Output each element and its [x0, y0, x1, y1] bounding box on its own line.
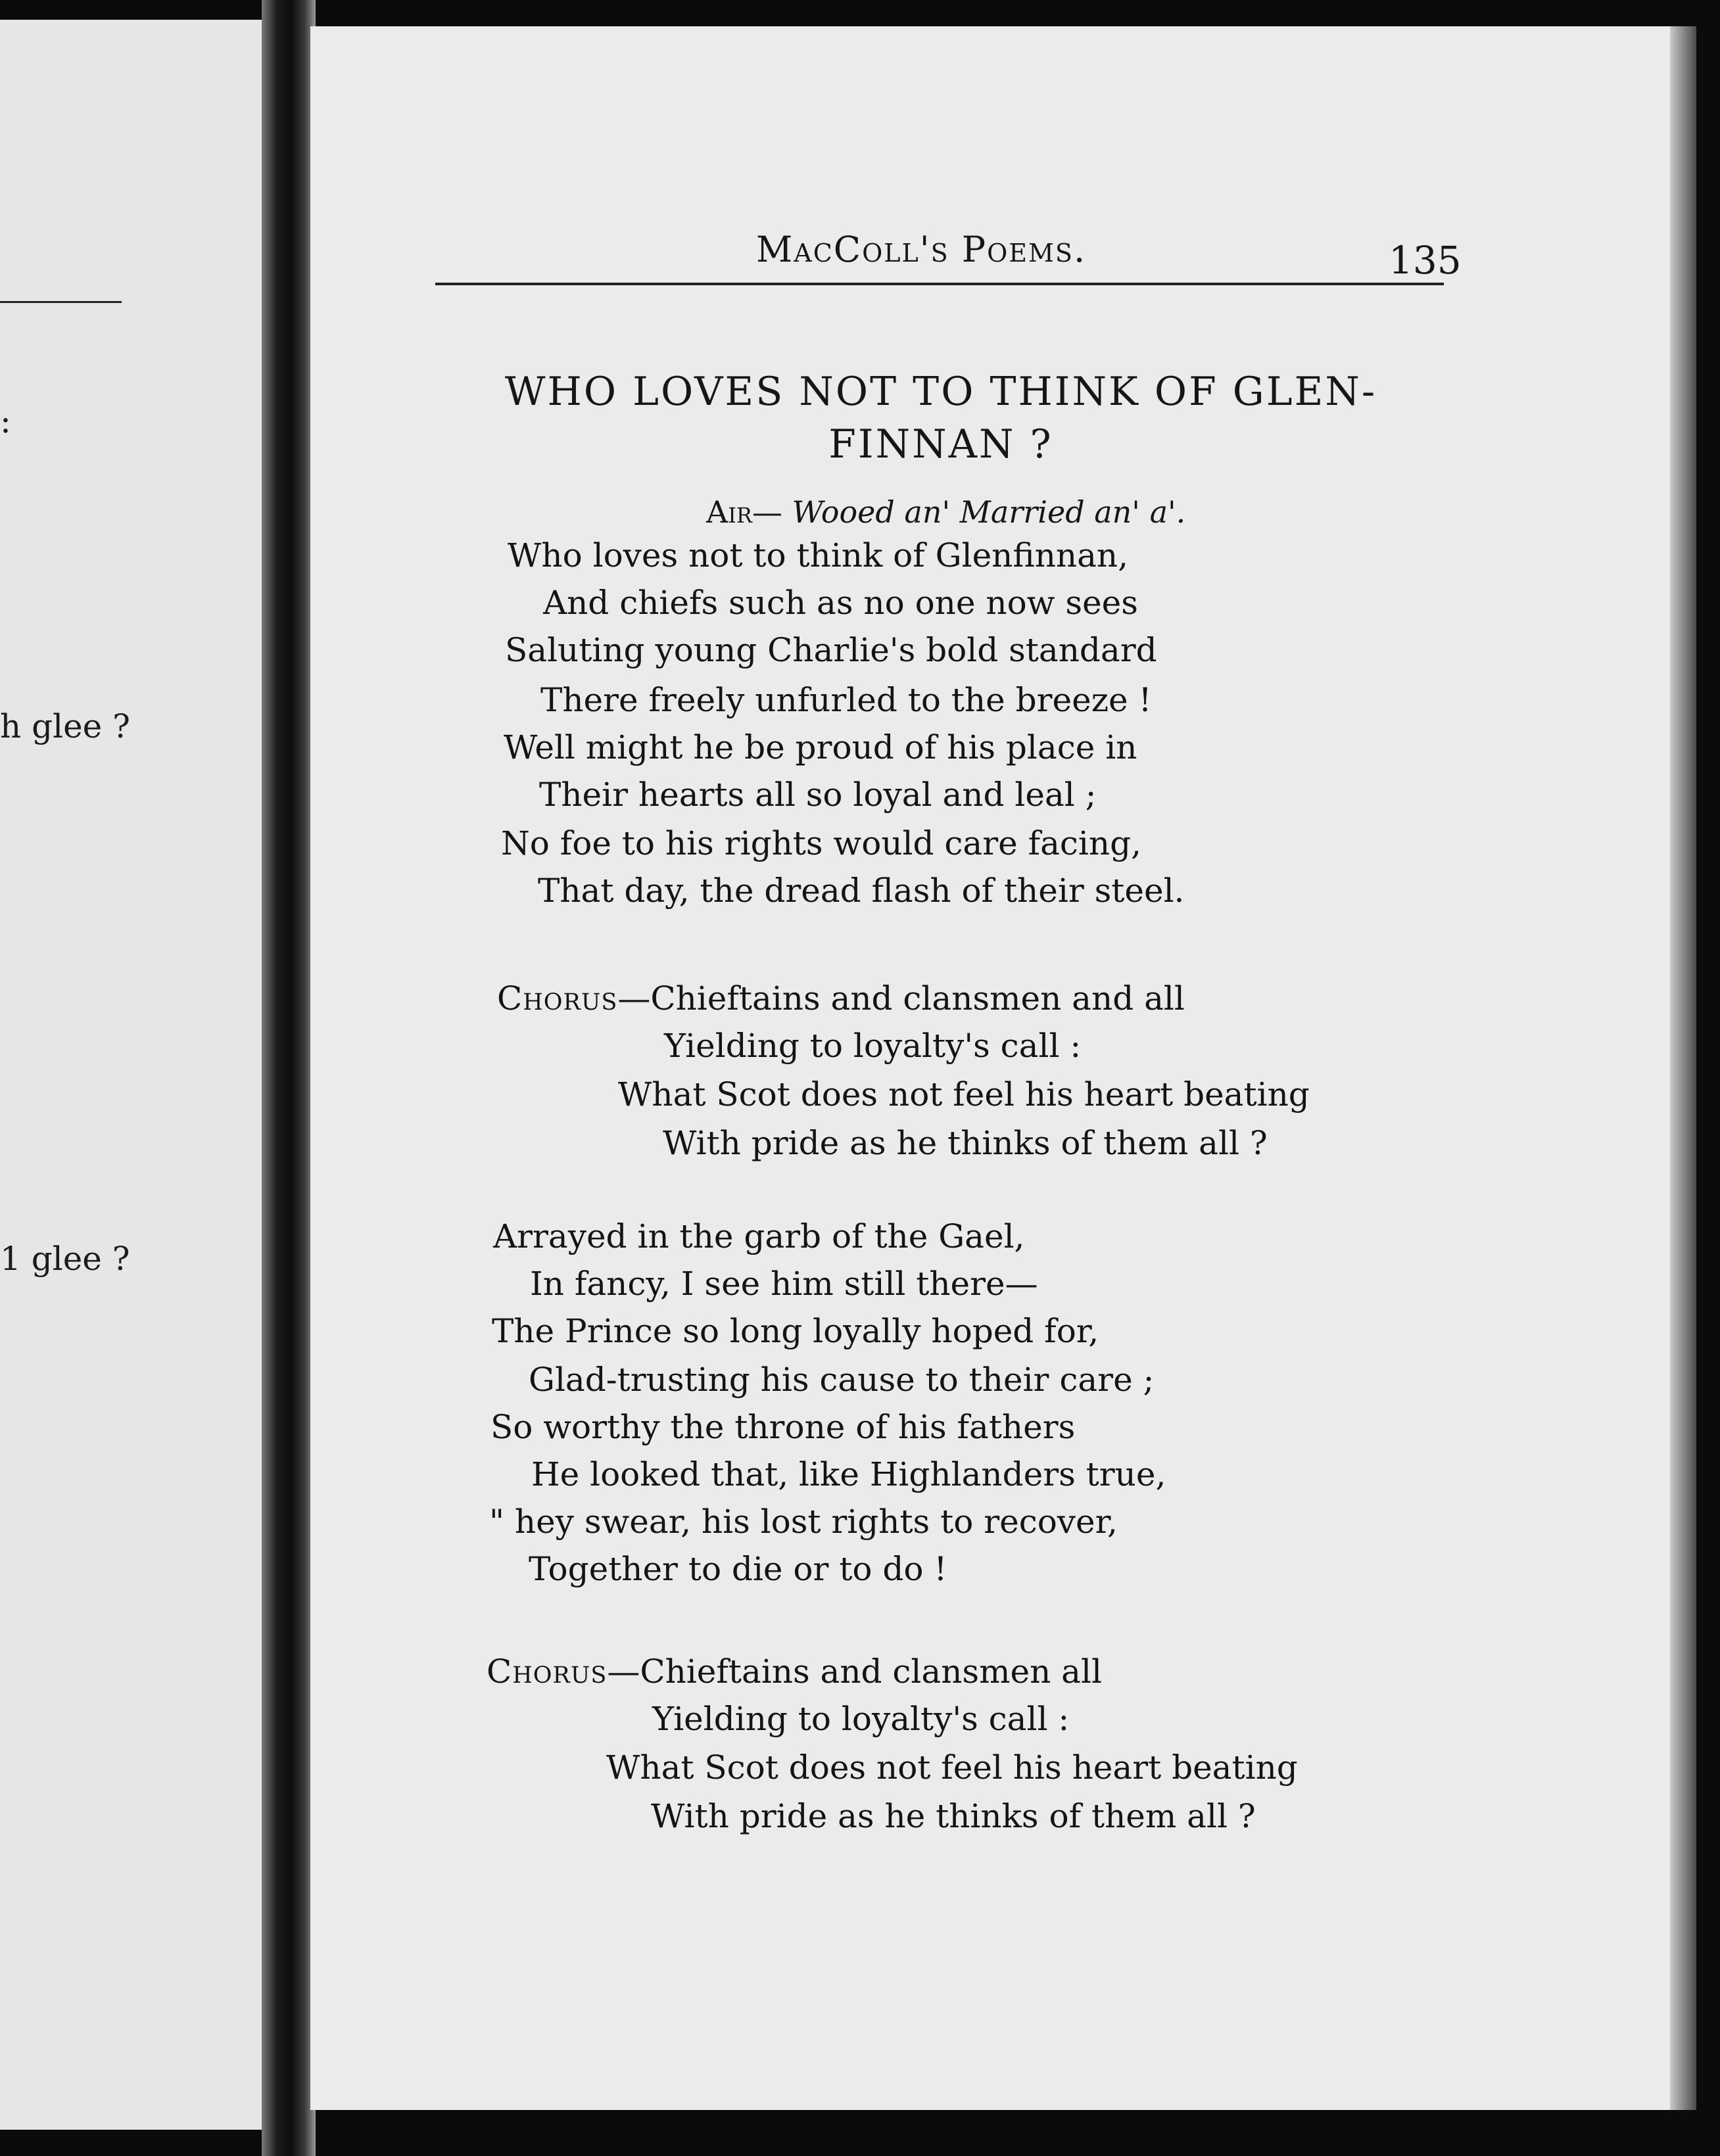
running-title: MacColl's Poems. [756, 229, 1087, 270]
stanza-2-line-2: In fancy, I see him still there— [530, 1265, 1038, 1303]
stanza-2-line-6: He looked that, like Highlanders true, [531, 1455, 1166, 1493]
chorus-1-line-2: Yielding to loyalty's call : [664, 1027, 1082, 1065]
air-tune: Wooed an' Married an' a'. [792, 494, 1186, 530]
stanza-1-line-2: And chiefs such as no one now sees [543, 584, 1138, 622]
stanza-2-line-1: Arrayed in the garb of the Gael, [493, 1217, 1025, 1255]
chorus-1-label: Chorus [497, 979, 618, 1018]
poem-title-line-1: WHO LOVES NOT TO THINK OF GLEN- [504, 369, 1377, 415]
air-dash: — [752, 494, 792, 530]
stanza-1-line-8: That day, the dread flash of their steel. [538, 872, 1185, 910]
stanza-1-line-7: No foe to his rights would care facing, [501, 824, 1142, 862]
page-number: 135 [1389, 238, 1462, 283]
stanza-2-line-4: Glad-trusting his cause to their care ; [529, 1361, 1155, 1399]
chorus-1-line-3: What Scot does not feel his heart beating [618, 1075, 1310, 1113]
chorus-2-line-1 [487, 1652, 1102, 1691]
chorus-2-line-2: Yielding to loyalty's call : [652, 1700, 1070, 1738]
page-edge-shadow [1670, 26, 1696, 2110]
book-spine [262, 0, 316, 2156]
stanza-1-line-6: Their hearts all so loyal and leal ; [539, 776, 1097, 814]
poem-title [471, 365, 1411, 471]
chorus-2-line-1-text: —Chieftains and clansmen all [607, 1652, 1102, 1691]
stanza-2-line-7: " hey swear, his lost rights to recover, [489, 1503, 1118, 1541]
chorus-2-label: Chorus [487, 1652, 608, 1691]
chorus-2-line-4: With pride as he thinks of them all ? [651, 1797, 1256, 1835]
stanza-1-line-5: Well might he be proud of his place in [504, 728, 1137, 766]
left-fragment-2: 1 glee ? [0, 1240, 130, 1278]
air-line [706, 494, 1185, 530]
chorus-1-line-4: With pride as he thinks of them all ? [663, 1124, 1268, 1162]
stanza-1-line-3: Saluting young Charlie's bold standard [505, 631, 1157, 669]
chorus-1-line-1 [497, 979, 1185, 1018]
chorus-2-line-3: What Scot does not feel his heart beating [606, 1748, 1298, 1787]
chorus-1-line-1-text: —Chieftains and clansmen and all [617, 979, 1185, 1018]
header-rule [435, 283, 1444, 285]
left-fragment-colon: : [0, 402, 11, 440]
left-header-rule [0, 301, 122, 303]
stanza-1-line-4: There freely unfurled to the breeze ! [540, 681, 1152, 719]
stanza-2-line-3: The Prince so long loyally hoped for, [492, 1312, 1099, 1350]
stanza-2-line-8: Together to die or to do ! [529, 1550, 947, 1588]
stanza-1-line-1: Who loves not to think of Glenfinnan, [508, 536, 1129, 574]
air-label: Air [706, 494, 752, 530]
stanza-2-line-5: So worthy the throne of his fathers [490, 1408, 1076, 1446]
poem-title-line-2: FINNAN ? [828, 421, 1053, 467]
left-page [0, 20, 283, 2130]
left-fragment-1: h glee ? [0, 707, 130, 745]
